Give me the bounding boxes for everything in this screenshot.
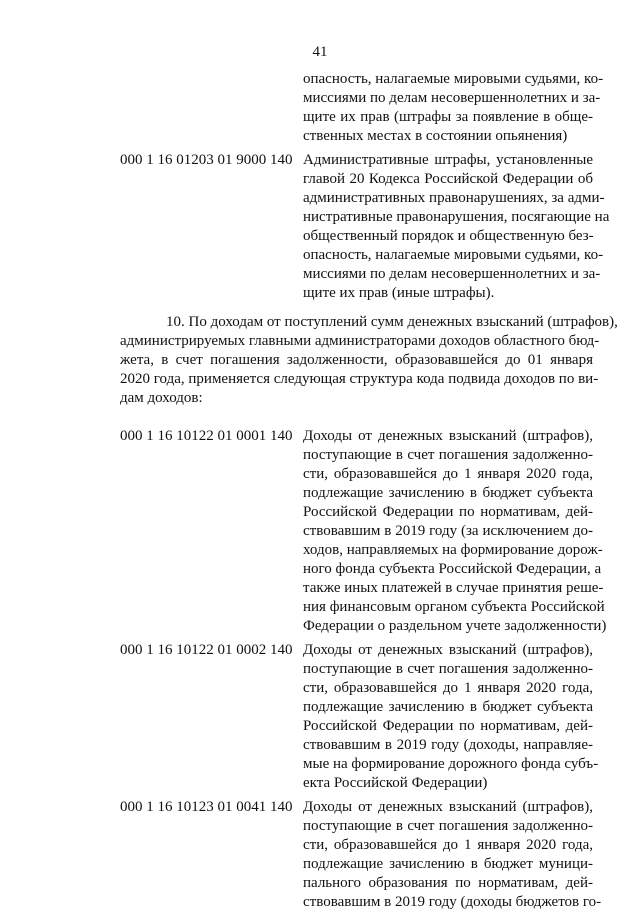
entry-description-line: поступающие в счет погашения задолженно- xyxy=(303,818,593,834)
paragraph-line: администрируемых главными администраторами доходов областного бюд- xyxy=(120,333,600,349)
entry-description-line: пального образования по нормативам, дей- xyxy=(303,875,593,891)
continuation-line: опасность, налагаемые мировыми судьями, ко- xyxy=(303,71,604,87)
entry-description-line: административных правонарушениях, за адми- xyxy=(303,190,605,206)
entry-description-line: поступающие в счет погашения задолженно- xyxy=(303,661,593,677)
continuation-line: миссиями по делам несовершеннолетних и за- xyxy=(303,90,601,106)
entry-description-line: сти, образовавшейся до 1 января 2020 года, xyxy=(303,680,593,696)
paragraph-line: жета, в счет погашения задолженности, образовавшейся до 01 января xyxy=(120,352,593,368)
entry-description-line: ствовавшим в 2019 году (за исключением до- xyxy=(303,523,593,539)
paragraph-line: 10. По доходам от поступлений сумм денежных взысканий (штрафов), xyxy=(166,314,618,330)
entry-description-line: Российской Федерации по нормативам, дей- xyxy=(303,718,593,734)
entry-description-line: главой 20 Кодекса Российской Федерации об xyxy=(303,171,593,187)
page-number: 41 xyxy=(312,44,328,60)
entry-description-line: Доходы от денежных взысканий (штрафов), xyxy=(303,428,593,444)
entry-description-line: ного фонда субъекта Российской Федерации, а xyxy=(303,561,602,577)
entry-description-line: екта Российской Федерации) xyxy=(303,775,488,791)
entry-description-line: Административные штрафы, установленные xyxy=(303,152,593,168)
entry-description-line: Доходы от денежных взысканий (штрафов), xyxy=(303,642,593,658)
entry-description-line: опасность, налагаемые мировыми судьями, ко- xyxy=(303,247,604,263)
entry-description-line: ния финансовым органом субъекта Российской xyxy=(303,599,605,615)
entry-description-line: подлежащие зачислению в бюджет субъекта xyxy=(303,485,593,501)
paragraph-line: 2020 года, применяется следующая структура кода подвида доходов по ви- xyxy=(120,371,599,387)
entry-description-line: ходов, направляемых на формирование дорож- xyxy=(303,542,603,558)
entry-description-line: подлежащие зачислению в бюджет муници- xyxy=(303,856,593,872)
entry-description-line: щите их прав (иные штрафы). xyxy=(303,285,495,301)
budget-classification-code: 000 1 16 01203 01 9000 140 xyxy=(120,152,293,168)
entry-description-line: подлежащие зачислению в бюджет субъекта xyxy=(303,699,593,715)
entry-description-line: общественный порядок и общественную без- xyxy=(303,228,594,244)
entry-description-line: Федерации о раздельном учете задолженности) xyxy=(303,618,607,634)
entry-description-line: Российской Федерации по нормативам, дей- xyxy=(303,504,593,520)
budget-classification-code: 000 1 16 10122 01 0002 140 xyxy=(120,642,293,658)
entry-description-line: нистративные правонарушения, посягающие на xyxy=(303,209,610,225)
entry-description-line: сти, образовавшейся до 1 января 2020 года, xyxy=(303,837,593,853)
entry-description-line: миссиями по делам несовершеннолетних и за- xyxy=(303,266,601,282)
continuation-line: ственных местах в состоянии опьянения) xyxy=(303,128,568,144)
entry-description-line: мые на формирование дорожного фонда субъ- xyxy=(303,756,599,772)
paragraph-line: дам доходов: xyxy=(120,390,203,406)
budget-classification-code: 000 1 16 10123 01 0041 140 xyxy=(120,799,293,815)
budget-classification-code: 000 1 16 10122 01 0001 140 xyxy=(120,428,293,444)
entry-description-line: Доходы от денежных взысканий (штрафов), xyxy=(303,799,593,815)
continuation-line: щите их прав (штрафы за появление в обще- xyxy=(303,109,593,125)
entry-description-line: сти, образовавшейся до 1 января 2020 года, xyxy=(303,466,593,482)
entry-description-line: поступающие в счет погашения задолженно- xyxy=(303,447,593,463)
entry-description-line: ствовавшим в 2019 году (доходы, направляе- xyxy=(303,737,593,753)
entry-description-line: ствовавшим в 2019 году (доходы бюджетов го- xyxy=(303,894,602,910)
entry-description-line: также иных платежей в случае принятия реше- xyxy=(303,580,604,596)
